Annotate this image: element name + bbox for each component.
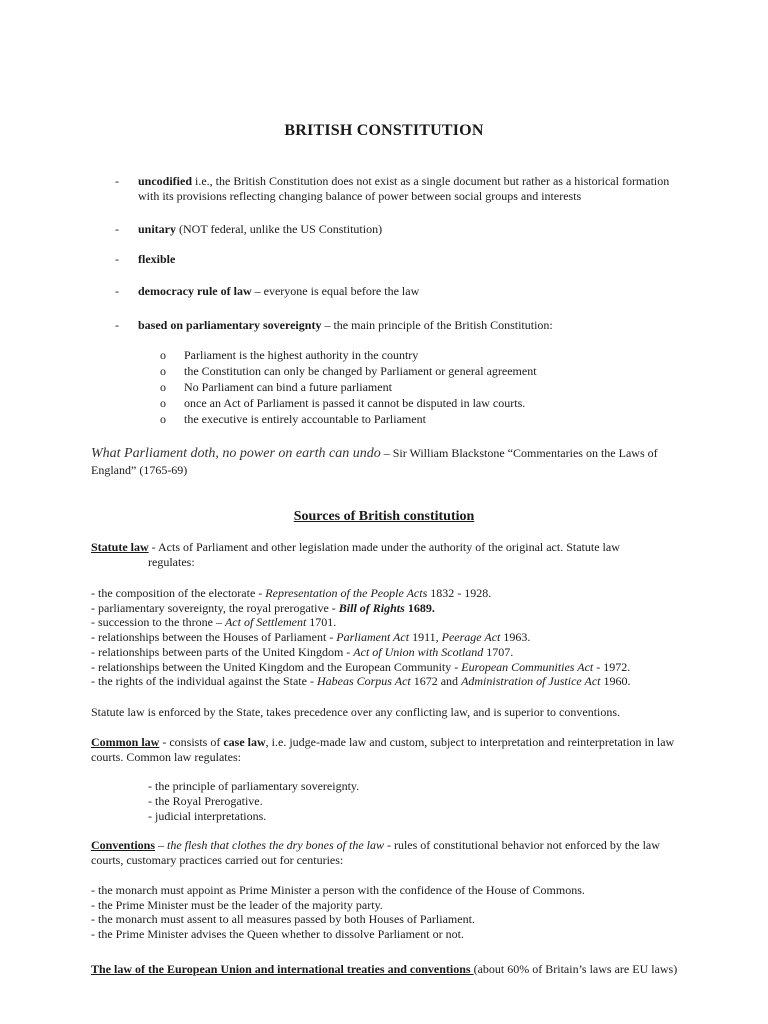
list-item: - the rights of the individual against the State - Habeas Corpus Act 1672 and Administration of Justice Act 1960. (91, 674, 631, 689)
page-title: BRITISH CONSTITUTION (284, 122, 484, 139)
bullet-term: democracy rule of law (138, 284, 252, 298)
list-item: - the principle of parliamentary sovereignty. (148, 779, 360, 793)
common-law-heading: Common law (91, 735, 160, 749)
list-item: - the composition of the electorate - Representation of the People Acts 1832 - 1928. (91, 586, 492, 600)
bullet-text: – the main principle of the British Constitution: (321, 318, 553, 332)
bullet-text: – everyone is equal before the law (251, 284, 420, 298)
blackstone-quote (91, 445, 691, 479)
sub-marker: o (160, 348, 166, 362)
sub-marker: o (160, 364, 166, 378)
list-item: - relationships between the Houses of Parliament - Parliament Act 1911, Peerage Act 1963. (91, 630, 531, 645)
sub-marker: o (160, 396, 166, 410)
statute-list (91, 586, 631, 689)
bullet-term: based on parliamentary sovereignty (138, 318, 322, 332)
sovereignty-point: o once an Act of Parliament is passed it cannot be disputed in law courts. (160, 396, 526, 410)
list-item: - parliamentary sovereignty, the royal prerogative - Bill of Rights 1689. (91, 600, 435, 615)
bullet-uncodified (138, 174, 683, 204)
bullet-term: flexible (138, 252, 176, 266)
bullet-unitary (138, 222, 683, 237)
list-item: - succession to the throne – Act of Settlement 1701. (91, 615, 337, 630)
bullet-marker: - (115, 318, 119, 332)
bullet-term: unitary (138, 222, 177, 236)
bullet-flexible (138, 252, 683, 267)
sovereignty-point: o Parliament is the highest authority in the country (160, 348, 419, 362)
eu-law-paragraph: The law of the European Union and international treaties and conventions (about 60% of Britain’s laws are EU laws) (91, 962, 678, 976)
bullet-sovereignty (138, 318, 683, 333)
sub-marker: o (160, 380, 166, 394)
statute-heading: Statute law (91, 540, 149, 554)
list-item: - relationships between parts of the United Kingdom - Act of Union with Scotland 1707. (91, 644, 514, 659)
statute-note: Statute law is enforced by the State, takes precedence over any conflicting law, and is superior to conventions. (91, 705, 621, 719)
list-item: - relationships between the United Kingdom and the European Community - European Communities Act - 1972. (91, 659, 631, 674)
eu-law-heading: The law of the European Union and international treaties and conventions (91, 962, 474, 976)
bullet-marker: - (115, 222, 119, 236)
bullet-term: uncodified (138, 174, 193, 188)
bullet-marker: - (115, 252, 119, 266)
sub-marker: o (160, 412, 166, 426)
bullet-marker: - (115, 284, 119, 298)
bullet-text: (NOT federal, unlike the US Constitution) (176, 222, 383, 236)
conventions-list (91, 883, 585, 942)
bullet-marker: - (115, 174, 119, 188)
sovereignty-point: o the executive is entirely accountable to Parliament (160, 412, 426, 426)
list-item: - the Royal Prerogative. (148, 794, 263, 808)
quote-text: What Parliament doth, no power on earth can undo (91, 446, 381, 461)
conventions-heading: Conventions (91, 838, 156, 852)
sovereignty-point: o No Parliament can bind a future parliament (160, 380, 392, 394)
list-item: - judicial interpretations. (148, 809, 267, 823)
common-law-intro: Common law - consists of case law, i.e. judge-made law and custom, subject to interpretation and reinterpretation in law courts. Common law regulates: (91, 735, 675, 764)
common-law-list (148, 779, 359, 824)
sovereignty-point: o the Constitution can only be changed by Parliament or general agreement (160, 364, 537, 378)
quote-attribution: – Sir William Blackstone “Commentaries on the Laws of England” (1765-69) (91, 446, 658, 477)
statute-intro: Statute law - Acts of Parliament and other legislation made under the authority of the original act. Statute law regulates: (91, 540, 620, 569)
bullet-text: i.e., the British Constitution does not exist as a single document but rather as a historical formation with its provisions reflecting changing balance of power between social groups and interests (138, 174, 670, 203)
bullet-rule-of-law (138, 284, 683, 299)
sources-heading: Sources of British constitution (293, 509, 475, 524)
list-item: - the monarch must assent to all measures passed by both Houses of Parliament. (91, 912, 475, 927)
list-item: - the monarch must appoint as Prime Minister a person with the confidence of the House of Commons. (91, 883, 585, 897)
list-item: - the Prime Minister must be the leader of the majority party. (91, 897, 383, 912)
list-item: - the Prime Minister advises the Queen whether to dissolve Parliament or not. (91, 927, 464, 942)
conventions-intro: Conventions – the flesh that clothes the dry bones of the law - rules of constitutional behavior not enforced by the law courts, customary practices carried out for centuries: (91, 838, 660, 867)
